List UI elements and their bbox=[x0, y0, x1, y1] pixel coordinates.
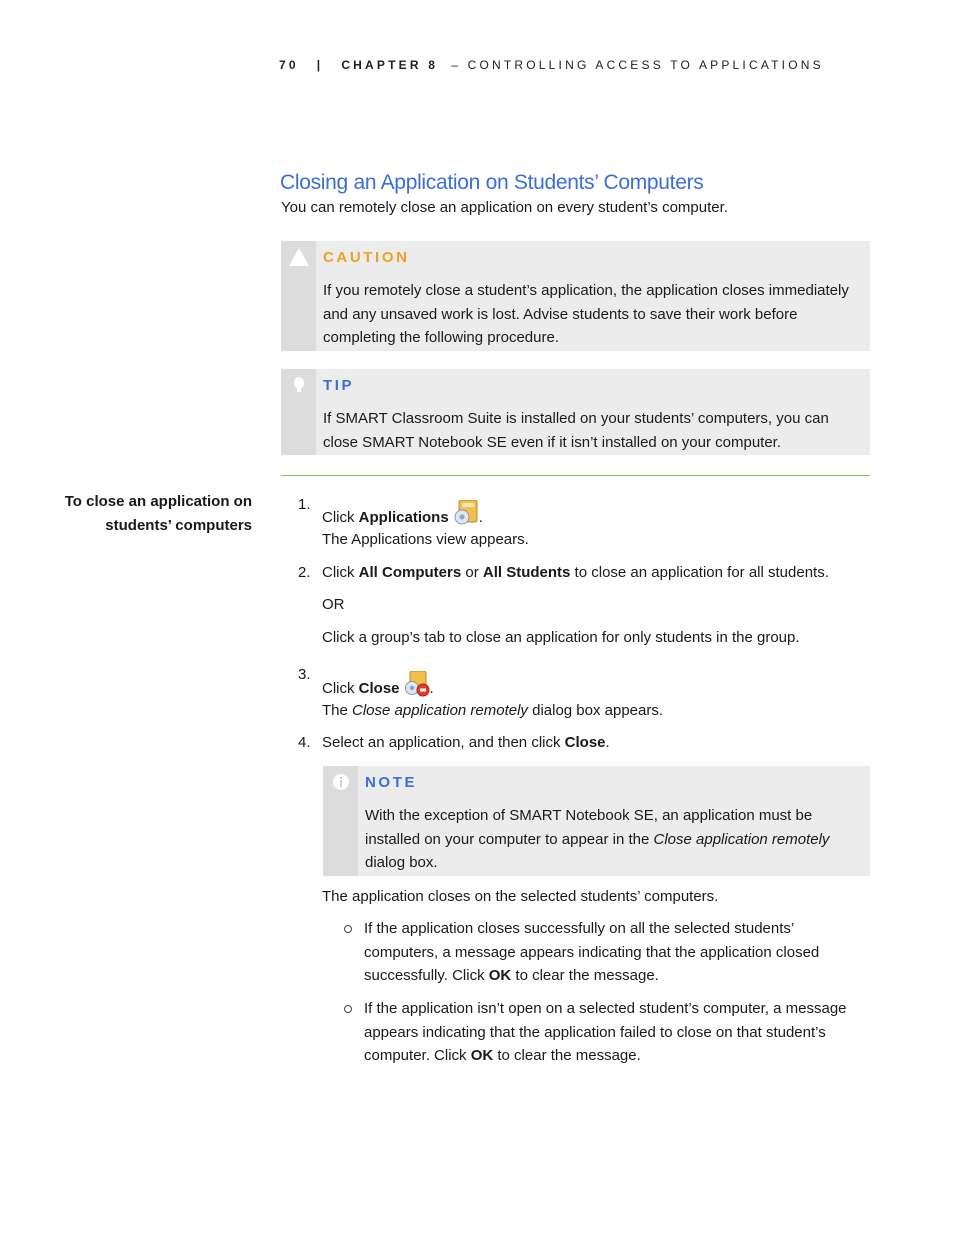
header-separator: | bbox=[316, 58, 324, 72]
step-number: 3. bbox=[298, 666, 311, 683]
bullet-marker bbox=[344, 1005, 352, 1013]
all-computers-label: All Computers bbox=[358, 564, 462, 581]
callout-bar bbox=[281, 369, 316, 455]
caution-heading: CAUTION bbox=[323, 249, 410, 266]
step-number: 1. bbox=[298, 496, 311, 513]
step-text: dialog box appears. bbox=[527, 702, 664, 719]
section-divider bbox=[281, 475, 870, 476]
caution-callout bbox=[281, 241, 870, 351]
list-item bbox=[364, 997, 864, 1068]
step-text: Click bbox=[322, 680, 359, 697]
tip-heading: TIP bbox=[323, 377, 355, 394]
section-title: Closing an Application on Students’ Computers bbox=[280, 171, 704, 194]
callout-bar bbox=[323, 766, 358, 876]
note-heading: NOTE bbox=[365, 774, 418, 791]
step-text: or bbox=[461, 564, 483, 581]
step-text: The bbox=[322, 702, 353, 719]
applications-label: Applications bbox=[358, 509, 449, 526]
list-item bbox=[364, 917, 864, 988]
caution-body: If you remotely close a student’s application, the application closes immediately and any unsaved work is lost. Advise students to save their work before completing the following procedure. bbox=[323, 282, 849, 346]
step-2-or: OR bbox=[322, 596, 345, 613]
bullet-marker bbox=[344, 925, 352, 933]
step-3-result bbox=[322, 702, 663, 719]
bullet-text: to clear the message. bbox=[511, 967, 659, 984]
bullet-text: to clear the message. bbox=[493, 1047, 641, 1064]
step-text: to close an application for all students. bbox=[570, 564, 829, 581]
closing-text: The application closes on the selected students’ computers. bbox=[322, 888, 719, 905]
chapter-label: CHAPTER 8 bbox=[341, 58, 439, 72]
note-callout bbox=[323, 766, 870, 876]
section-intro: You can remotely close an application on every student’s computer. bbox=[281, 199, 728, 216]
step-text: . bbox=[605, 734, 610, 751]
lightbulb-icon bbox=[288, 375, 310, 395]
ok-label: OK bbox=[470, 1047, 494, 1064]
callout-bar bbox=[281, 241, 316, 351]
page-number: 70 bbox=[279, 58, 299, 72]
dialog-name: Close application remotely bbox=[352, 702, 528, 719]
close-label: Close bbox=[358, 680, 400, 697]
tip-body: If SMART Classroom Suite is installed on your students’ computers, you can close SMART Notebook SE even if it isn’t installed on your computer. bbox=[323, 410, 829, 451]
step-text: . bbox=[478, 509, 483, 526]
procedure-heading-line2: students’ computers bbox=[105, 517, 252, 534]
info-icon bbox=[330, 772, 352, 792]
ok-label: OK bbox=[488, 967, 512, 984]
close-label: Close bbox=[564, 734, 606, 751]
procedure-heading-line1: To close an application on bbox=[64, 493, 252, 510]
note-text: With the exception of SMART Notebook SE, an application must be installed on your computer to appear in the bbox=[365, 807, 813, 848]
step-1-text bbox=[322, 500, 483, 526]
close-application-icon bbox=[404, 671, 430, 697]
all-students-label: All Students bbox=[482, 564, 571, 581]
note-body bbox=[365, 804, 858, 875]
bullet-text: If the application isn’t open on a selected student’s computer, a message appears indicating that the application failed to close on that student’s computer. Click bbox=[364, 1000, 847, 1064]
step-text: Select an application, and then click bbox=[322, 734, 565, 751]
step-2-text bbox=[322, 564, 829, 581]
step-text: Click bbox=[322, 509, 359, 526]
tip-callout bbox=[281, 369, 870, 455]
dialog-name: Close application remotely bbox=[653, 830, 830, 848]
step-text: Click bbox=[322, 564, 359, 581]
step-3-text bbox=[322, 671, 434, 697]
running-header bbox=[279, 58, 824, 72]
bullet-text: If the application closes successfully on all the selected students’ computers, a message appears indicating that the application closed successfully. Click bbox=[364, 920, 820, 984]
step-number: 2. bbox=[298, 564, 311, 581]
procedure-heading bbox=[40, 490, 252, 538]
step-text: . bbox=[429, 680, 434, 697]
warning-triangle-icon bbox=[288, 247, 310, 267]
step-2-alt: Click a group’s tab to close an application for only students in the group. bbox=[322, 629, 800, 646]
chapter-title: – CONTROLLING ACCESS TO APPLICATIONS bbox=[451, 58, 824, 72]
applications-icon bbox=[453, 500, 479, 526]
step-4-text bbox=[322, 734, 610, 751]
step-1-result: The Applications view appears. bbox=[322, 531, 529, 548]
note-text: dialog box. bbox=[365, 854, 438, 871]
step-number: 4. bbox=[298, 734, 311, 751]
